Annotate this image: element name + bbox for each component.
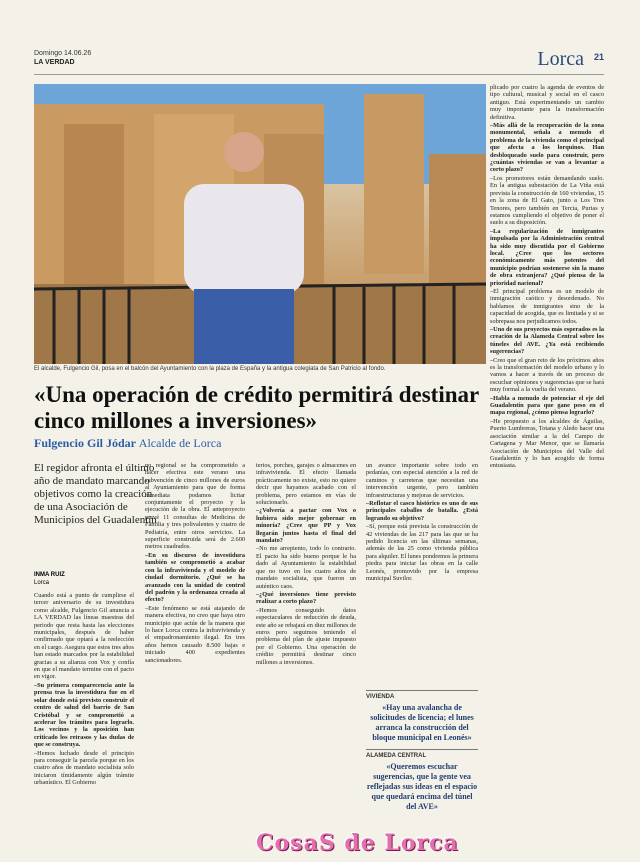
column-5-answer: –Los promotores están demandando suelo. En la antigua subestación de La Viña está prevista la construcción de 160 viviendas, 15 en la zona de El Gato, junto a Los Tres Tenores, pero también en Tercia, Purias y estamos cumpliendo el objetivo de poner el suelo a su disposición.	[490, 174, 604, 227]
interviewee-role: Alcalde de Lorca	[138, 436, 222, 450]
interviewee-name: Fulgencio Gil Jódar	[34, 436, 136, 450]
column-2-question: –En su discurso de investidura también se comprometió a acabar con la infravivienda y el modelo de ciudad dormitorio. ¿Qué se ha avanzado con la unidad de control del padrón y la ordenanza creada al efecto?	[145, 551, 245, 604]
quote-tag-alameda: ALAMEDA CENTRAL	[366, 749, 478, 759]
quote-box	[366, 690, 478, 818]
column-5-question-2: –La regularización de inmigrantes impulsada por la Administración central ha sido muy discutida por el Gobierno local. ¿Cree que los sectores económicamente más potentes del municipio podrían sostenerse sin la mano de obra extranjera? ¿Qué piensa de la prioridad nacional?	[490, 227, 604, 287]
column-3-answer: –No me arrepiento, todo lo contrario. El pacto ha sido bueno porque le ha dado al Ayuntamiento la estabilidad que no tuvo en los cuatro años de mandato socialista, que fueron un auténtico caos.	[256, 545, 356, 590]
column-3-question-2: –¿Qué inversiones tiene previsto realizar a corto plazo?	[256, 590, 356, 606]
quote-housing: «Hay una avalancha de solicitudes de licencia; el lunes arranca la construcción del bloque municipal en Leonés»	[370, 703, 474, 742]
column-5-text: plicado por cuatro la agenda de eventos de tipo cultural, musical y social en el casco antiguo. Está experimentando un cambio muy importante para la transformación definitiva.	[490, 84, 604, 121]
column-4-answer: –Sí, porque está prevista la construcción de 42 viviendas de las 217 para las que se ha pedido licencia en las últimas semanas, además de las 25 como vivienda pública para alquiler. El lunes pondremos la primera piedra para iniciar las obras en la calle Leonés, promovido por la empresa municipal Suvilor.	[366, 523, 478, 583]
issue-date: Domingo 14.06.26	[34, 50, 92, 57]
mayor-photo	[34, 84, 486, 364]
photo-illustration	[34, 84, 486, 364]
quote-alameda: «Queremos escuchar sugerencias, que la gente vea reflejadas sus ideas en el espacio que quedará encima del túnel del AVE»	[366, 762, 478, 811]
column-5-answer-2: –El principal problema es un modelo de inmigración caótico y desordenado. No hablamos de inmigrantes sino de la capacidad de acogida, que es limitada y si se sobrepasa nos perjudicamos todos.	[490, 287, 604, 325]
column-1-question: –Su primera comparecencia ante la prensa tras la investidura fue en el solar donde está previsto construir el centro de salud del barrio de San Cristóbal y se comprometió a acelerar los trámites para lograrlo. Los vecinos y la oposición han criticado los retrasos y las dudas de que se construya.	[34, 681, 134, 749]
column-3-text: terios, porches, garajes o almacenes en infravivienda. El efecto llamada prácticamente no existe, esto no quiere decir que hayamos acabado con el problema, pero estamos en vías de solucionarlo.	[256, 462, 356, 507]
watermark: CosaS de Lorca	[256, 830, 459, 856]
intro-deck: El regidor afronta el último año de mandato marcando objetivos como la creación de una Asociación de Municipios del Guadalentín	[34, 462, 157, 526]
photo-caption: El alcalde, Fulgencio Gil, posa en el balcón del Ayuntamiento con la plaza de España y la antigua colegiata de San Patricio al fondo.	[34, 366, 386, 372]
header-rule	[34, 74, 604, 75]
page-number: 21	[593, 52, 604, 62]
page-header	[34, 50, 604, 72]
column-1-answer: –Hemos luchado desde el principio para conseguir la parcela porque en los cuatro años de mandato socialista solo iniciaron tímidamente algún trámite urbanístico. El Gobierno	[34, 749, 134, 787]
column-2-text: no regional se ha comprometido a hacer efectiva este verano una subvención de cinco millones de euros al Ayuntamiento para que de forma inmediata podamos licitar conjuntamente el proyecto y la ejecución de la obra. El anteproyecto prevé 11 consultas de Medicina de Familia y tres polivalentes y cuatro de Pediatría, entre otros servicios. La superficie construida será de 2.600 metros cuadrados.	[145, 462, 245, 551]
column-3-answer-2: –Hemos conseguido datos espectaculares de reducción de deuda, este año se rebajará en diez millones de euros pero seguimos teniendo el problema del plan de ajuste impuesto por el Gobierno. Una operación de crédito permitirá destinar cinco millones a inversiones.	[256, 606, 356, 666]
author-name: INMA RUIZ	[34, 572, 65, 578]
byline	[34, 436, 486, 451]
column-2-answer: –Este fenómeno se está atajando de manera efectiva, no creo que haya otro municipio que actúe de la manera que lo hace Lorca contra la infravivienda y el empadronamiento ilegal. En tres años hemos causado 8.500 bajas e iniciado 400 expedientes sancionadores.	[145, 604, 245, 664]
column-5	[490, 84, 604, 824]
column-5-question-4: –Habla a menudo de potenciar el eje del Guadalentín para que gane peso en el mapa regional, ¿cómo piensa lograrlo?	[490, 394, 604, 417]
column-5-question-3: –Uno de sus proyectos más esperados es la creación de la Alameda Central sobre los túneles del AVE. ¿Ya está recibiendo sugerencias?	[490, 326, 604, 356]
column-1-text: Cuando está a punto de cumplirse el tercer aniversario de su investidura como alcalde, Fulgencio Gil anuncia a LA VERDAD las líneas maestras del periodo que resta hasta las elecciones municipales, después de haber confirmado que optará a la reelección en el cargo. Asegura que estos tres años han estado marcados por la estabilidad gracias a su alianza con Vox y confía en que el mandato termine con el pacto en vigor.	[34, 592, 134, 681]
column-5-question: –Más allá de la recuperación de la zona monumental, señala a menudo el problema de la vivienda como el principal que afecta a los lorquinos. Han desbloqueado suelo para construir, pero ¿cuántas viviendas se van a levantar a corto plazo?	[490, 122, 604, 174]
newspaper-name: LA VERDAD	[34, 59, 75, 66]
column-4	[366, 462, 478, 684]
column-5-answer-4: –He propuesto a los alcaldes de Águilas, Puerto Lumbreras, Totana y Aledo hacer una asociación similar a la del Campo de Cartagena y Mar Menor, que se llamaría Asociación de Municipios del Valle del Guadalentín y lo han acogido de forma entusiasta.	[490, 417, 604, 470]
column-1	[34, 592, 134, 822]
column-3-question: –¿Volvería a pactar con Vox o hubiera sido mejor gobernar en minoría? ¿Cree que PP y Vox llegarán juntos hasta el final del mandato?	[256, 507, 356, 545]
column-2	[145, 462, 245, 832]
quote-tag-housing: VIVIENDA	[366, 690, 478, 700]
section-title: Lorca	[537, 48, 584, 70]
headline: «Una operación de crédito permitirá destinar cinco millones a inversiones»	[34, 382, 479, 433]
column-4-question: –Reflotar el casco histórico es uno de sus principales caballos de batalla. ¿Está logrando su objetivo?	[366, 500, 478, 522]
author-place: Lorca	[34, 580, 50, 586]
column-4-text: un avance importante sobre todo en pedanías, con especial atención a la red de caminos y carreteras que necesitan una intervención urgente, pero también infraestructuras y mejoras de servicios.	[366, 462, 478, 499]
column-3	[256, 462, 356, 832]
column-5-answer-3: –Creo que el gran reto de los próximos años es la transformación del modelo urbano y lo vamos a hacer a través de un proceso de escuchar opiniones y sugerencias que se hará muy formal a la vuelta del verano.	[490, 356, 604, 394]
